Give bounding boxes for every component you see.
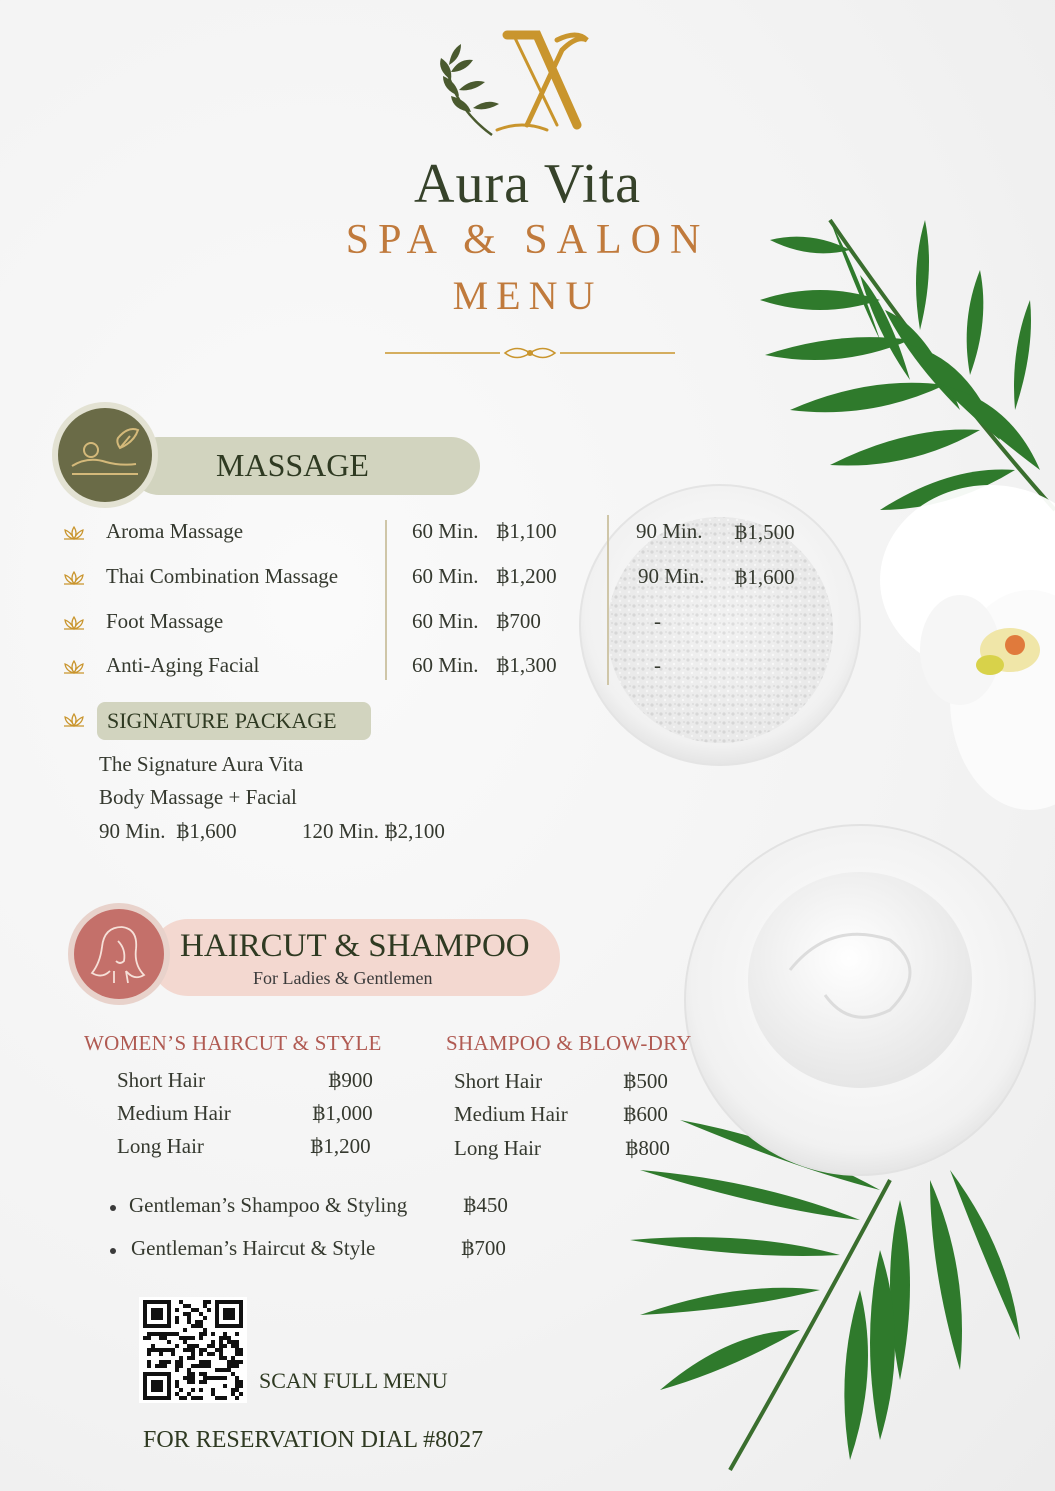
massage-item-name: Anti-Aging Facial [106,653,260,677]
women-service-name: Short Hair [117,1068,206,1092]
haircut-subtitle: For Ladies & Gentlemen [253,968,433,988]
bullet-dot [110,1248,116,1254]
massage-icon-disc [58,408,152,502]
massage-leaf-icon [58,408,152,502]
cream-bowl [685,825,1035,1175]
lotus-icon [62,570,86,586]
shampoo-service-price: ฿500 [623,1069,668,1093]
massage-duration-1: 60 Min. [412,519,479,543]
qr-code-frame [139,1297,247,1403]
massage-item-name: Foot Massage [106,609,224,633]
gentleman-service-price: ฿700 [461,1236,506,1260]
massage-price-1: ฿1,200 [496,564,557,588]
women-service-price: ฿900 [328,1068,373,1092]
lotus-icon [62,659,86,675]
massage-no-option: - [654,609,661,633]
haircut-icon-disc [74,909,164,999]
massage-title: MASSAGE [216,447,369,483]
signature-package-label: SIGNATURE PACKAGE [107,708,337,733]
reservation-line: FOR RESERVATION DIAL #8027 [143,1427,484,1453]
lotus-icon [62,615,86,631]
brand-subtitle-menu: MENU [452,273,603,318]
massage-item-name: Aroma Massage [106,519,244,543]
massage-no-option: - [654,653,661,677]
women-service-price: ฿1,200 [310,1134,371,1158]
massage-duration-2: 90 Min. [636,519,703,543]
signature-line-2: Body Massage + Facial [99,785,297,809]
women-service-price: ฿1,000 [312,1101,373,1125]
shampoo-service-price: ฿600 [623,1102,668,1126]
signature-option-120: 120 Min. ฿2,100 [302,819,445,843]
decor-photo [560,180,1055,1491]
massage-price-1: ฿700 [496,609,541,633]
shampoo-service-name: Long Hair [454,1136,541,1160]
shampoo-service-name: Short Hair [454,1069,543,1093]
shampoo-service-name: Medium Hair [454,1102,568,1126]
brand-logo [437,30,592,142]
gentleman-service-name: Gentleman’s Shampoo & Styling [129,1193,408,1217]
massage-item-name: Thai Combination Massage [106,564,339,588]
massage-duration-1: 60 Min. [412,653,479,677]
lotus-icon [62,712,86,728]
scan-full-menu-label: SCAN FULL MENU [259,1368,448,1393]
brand-subtitle-spa-salon: SPA & SALON [345,217,710,263]
women-service-name: Long Hair [117,1134,204,1158]
palm-leaf-bottom [630,1120,1020,1470]
salt-bowl [580,485,860,765]
signature-line-1: The Signature Aura Vita [99,752,304,776]
shampoo-service-price: ฿800 [625,1136,670,1160]
signature-option-90: 90 Min. ฿1,600 [99,819,237,843]
massage-price-2: ฿1,600 [734,565,795,589]
massage-duration-1: 60 Min. [412,564,479,588]
gentleman-service-name: Gentleman’s Haircut & Style [131,1236,376,1260]
column-divider-2 [607,515,609,685]
woman-hair-icon [74,909,164,999]
gentleman-service-price: ฿450 [463,1193,508,1217]
women-haircut-heading: WOMEN’S HAIRCUT & STYLE [84,1031,382,1055]
brand-name: Aura Vita [414,153,641,215]
column-divider-1 [385,520,387,680]
massage-duration-1: 60 Min. [412,609,479,633]
haircut-title: HAIRCUT & SHAMPOO [180,928,530,964]
ornament-divider [385,342,675,364]
bullet-dot [110,1205,116,1211]
massage-price-1: ฿1,300 [496,653,557,677]
orchid-flower [880,485,1055,810]
massage-price-2: ฿1,500 [734,520,795,544]
massage-duration-2: 90 Min. [638,564,705,588]
massage-price-1: ฿1,100 [496,519,557,543]
qr-code-icon[interactable] [139,1297,247,1403]
women-service-name: Medium Hair [117,1101,231,1125]
shampoo-blowdry-heading: SHAMPOO & BLOW-DRY [446,1031,692,1055]
lotus-icon [62,525,86,541]
